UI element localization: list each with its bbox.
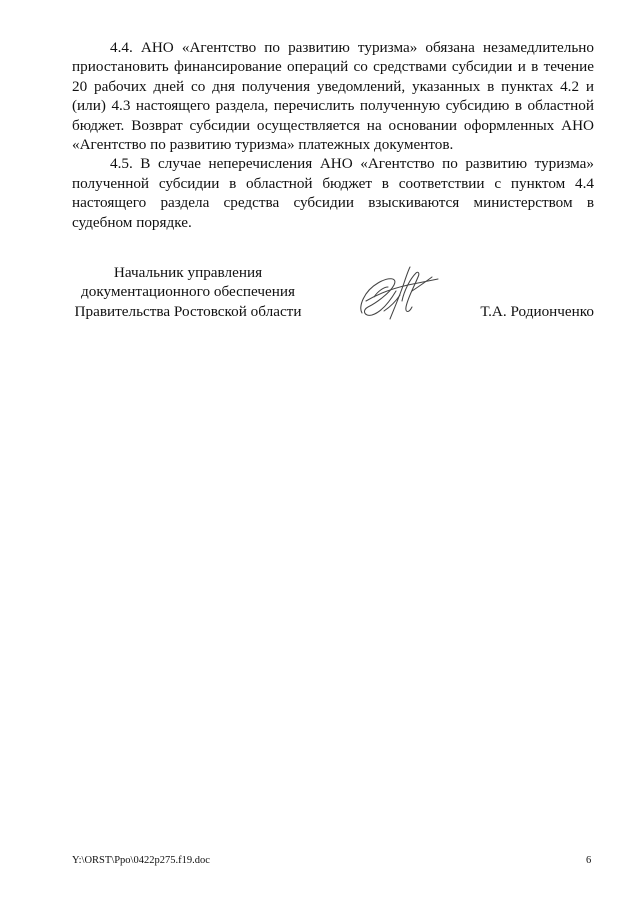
paragraph-4-4: 4.4. АНО «Агентство по развитию туризма» обязана незамедлительно приостановить финансирование операций со средствами субсидии и в течение 20 рабочих дней со дня получения уведомлений, указанных в пунктах 4.2 и (или) 4.3 настоящего раздела, перечислить полученную субсидию в областной бюджет. Возврат субсидии осуществляется на основании оформленных АНО «Агентство по развитию туризма» платежных документов. xyxy=(72,39,594,154)
signature-block xyxy=(72,263,594,323)
signatory-name: Т.А. Родионченко xyxy=(480,303,594,320)
page-number: 6 xyxy=(586,855,592,866)
signatory-title-line: документационного обеспечения xyxy=(81,283,295,301)
signatory-title xyxy=(72,263,304,321)
signatory-title-line: Начальник управления xyxy=(113,264,263,281)
footer-file-path: Y:\ORST\Ppo\0422p275.f19.doc xyxy=(72,855,210,866)
handwritten-signature xyxy=(354,261,454,327)
document-body xyxy=(72,38,594,232)
signatory-title-line: Правительства Ростовской области xyxy=(74,302,302,320)
paragraph-4-5: 4.5. В случае неперечисления АНО «Агентство по развитию туризма» полученной субсидии в областной бюджет в соответствии с пунктом 4.4 настоящего раздела средства субсидии взыскиваются министерством в судебном порядке. xyxy=(72,155,594,231)
